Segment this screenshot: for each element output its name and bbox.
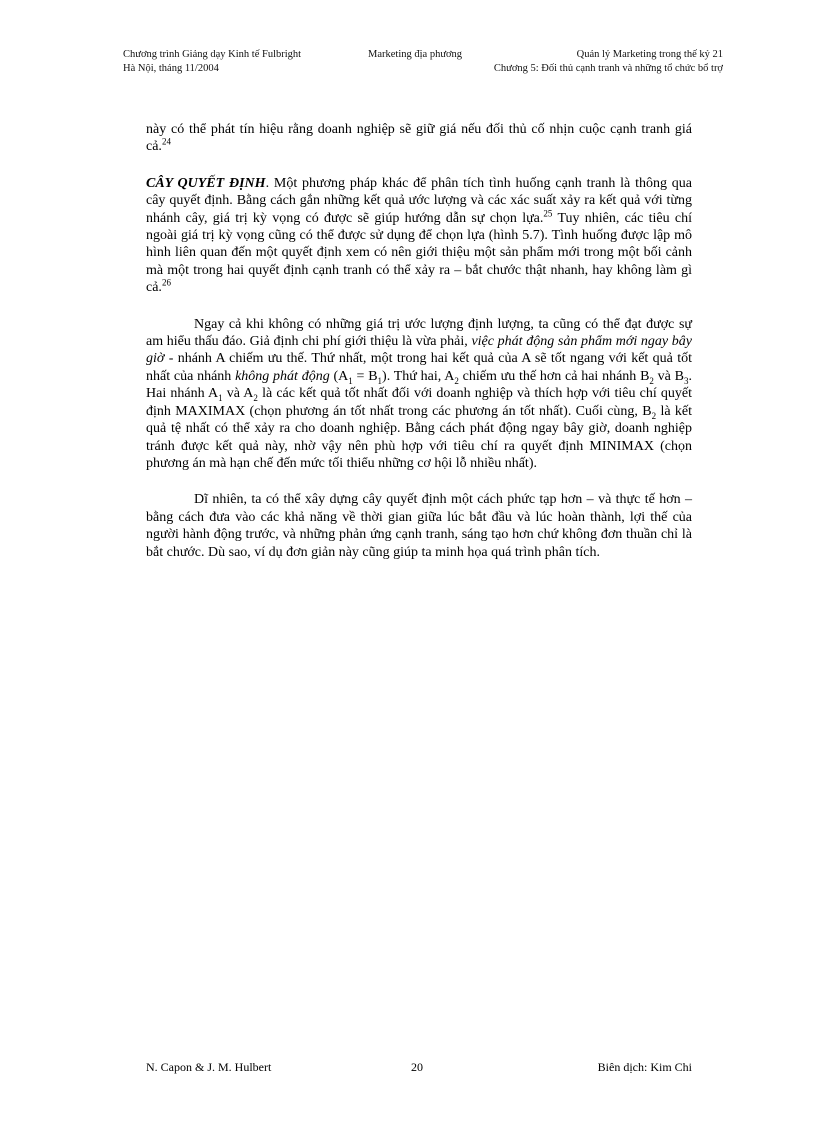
p2-text-1: . Một phương pháp khác để phân tích tình huống cạnh tranh là thông qua cây quyết định. Bằng cách gắn những kết quả ước lượng và các xác suất xảy ra kết quả với từng nhánh cây, giá trị kỳ vọng có được sẽ giúp hướng dẫn sự chọn lựa. [146,175,692,226]
footnote-ref-25: 25 [543,207,553,218]
subscript: 2 [253,393,258,404]
p3-text-2: - nhánh A chiếm ưu thế. Thứ nhất, một trong hai kết quả của A sẽ tốt ngang với kết quả tốt nhất của nhánh [146,351,692,384]
p3-text-3: (A [329,368,349,384]
p3-text-7: và B [653,368,684,384]
p1-text: này có thể phát tín hiệu rằng doanh nghiệp sẽ giữ giá nếu đối thủ cố nhịn cuộc cạnh tranh giá cả. [146,122,692,155]
subscript: 1 [218,393,223,404]
p4-text: Dĩ nhiên, ta có thể xây dựng cây quyết định một cách phức tạp hơn – và thực tế hơn – bằng cách đưa vào các khả năng về thời gian giữa lúc bắt đầu và lúc hoàn thành, lợi thế của người hành động trước, và những phản ứng cạnh tranh, sáng tạo hơn chứ không đơn thuần chỉ là bắt chước. Dù sao, ví dụ đơn giản này cũng giúp ta minh họa quá trình phân tích. [146,492,692,560]
p3-text-11: là kết quả tệ nhất có thể xảy ra cho doanh nghiệp. Bằng cách phát động ngay bây giờ, doanh nghiệp tránh được kết quả này, nhờ vậy nên phù hợp với tiêu chí ra quyết định MINIMAX (chọn phương án mà hạn chế đến mức tối thiểu những cơ hội lỗ nhiều nhất). [146,403,692,471]
p3-text-5: ). Thứ hai, A [382,368,455,384]
p3-text-10: là các kết quả tốt nhất đối với doanh nghiệp và thích hợp với tiêu chí quyết định MAXIMAX (chọn phương án tốt nhất trong các phương án tốt nhất). Cuối cùng, B [146,386,692,419]
p3-text-1: Ngay cả khi không có những giá trị ước lượng định lượng, ta cũng có thể đạt được sự am hiểu thấu đáo. Giả định chi phí giới thiệu là vừa phải, [146,316,692,350]
subscript: 2 [649,375,654,386]
page-header [123,48,723,76]
p3-text-6: chiếm ưu thế hơn cả hai nhánh B [458,368,650,384]
header-book-title: Quản lý Marketing trong thế kỷ 21 [576,49,723,60]
page-body [146,121,692,580]
p2-text-2: Tuy nhiên, các tiêu chí ngoài giá trị kỳ vọng cũng có thể được sử dụng để chọn lựa (hình 5.7). Tình huống được lập mô hình liên quan đến một quyết định xem có nên giới thiệu một sản phẩm mới trong một bối cảnh mà một trong hai quyết định cạnh tranh có thể xảy ra – bắt chước thật nhanh, hay không làm gì cả. [146,210,692,296]
header-row-bottom [123,62,723,76]
subscript: 1 [348,375,353,386]
subscript: 3 [684,375,689,386]
subscript: 2 [454,375,459,386]
header-date: Hà Nội, tháng 11/2004 [123,63,219,74]
header-chapter: Chương 5: Đối thủ cạnh tranh và những tổ chức bổ trợ [493,63,723,74]
paragraph-3 [146,316,692,473]
p3-text-9: và A [222,386,254,402]
page-footer [146,1059,692,1075]
footer-translator: Biên dịch: Kim Chi [597,1060,692,1074]
footnote-ref-26: 26 [161,277,171,288]
paragraph-2 [146,175,692,297]
header-program: Chương trình Giảng dạy Kinh tế Fulbright [123,49,302,60]
p3-emphasis-2: không phát động [235,368,330,384]
page-number: 20 [411,1060,423,1074]
paragraph-4 [146,491,692,561]
footnote-ref-24: 24 [161,136,171,147]
paragraph-1 [146,121,692,156]
subscript: 2 [651,410,657,421]
footer-authors: N. Capon & J. M. Hulbert [146,1060,272,1074]
section-title-decision-tree: CÂY QUYẾT ĐỊNH [146,175,266,191]
p3-text-8: . Hai nhánh A [146,368,692,402]
p3-emphasis-1: việc phát động sản phẩm mới ngay bây giờ [146,334,692,367]
header-course: Marketing địa phương [368,49,463,60]
header-row-top [123,48,723,62]
p3-text-4: = B [352,368,378,384]
subscript: 1 [377,375,383,386]
